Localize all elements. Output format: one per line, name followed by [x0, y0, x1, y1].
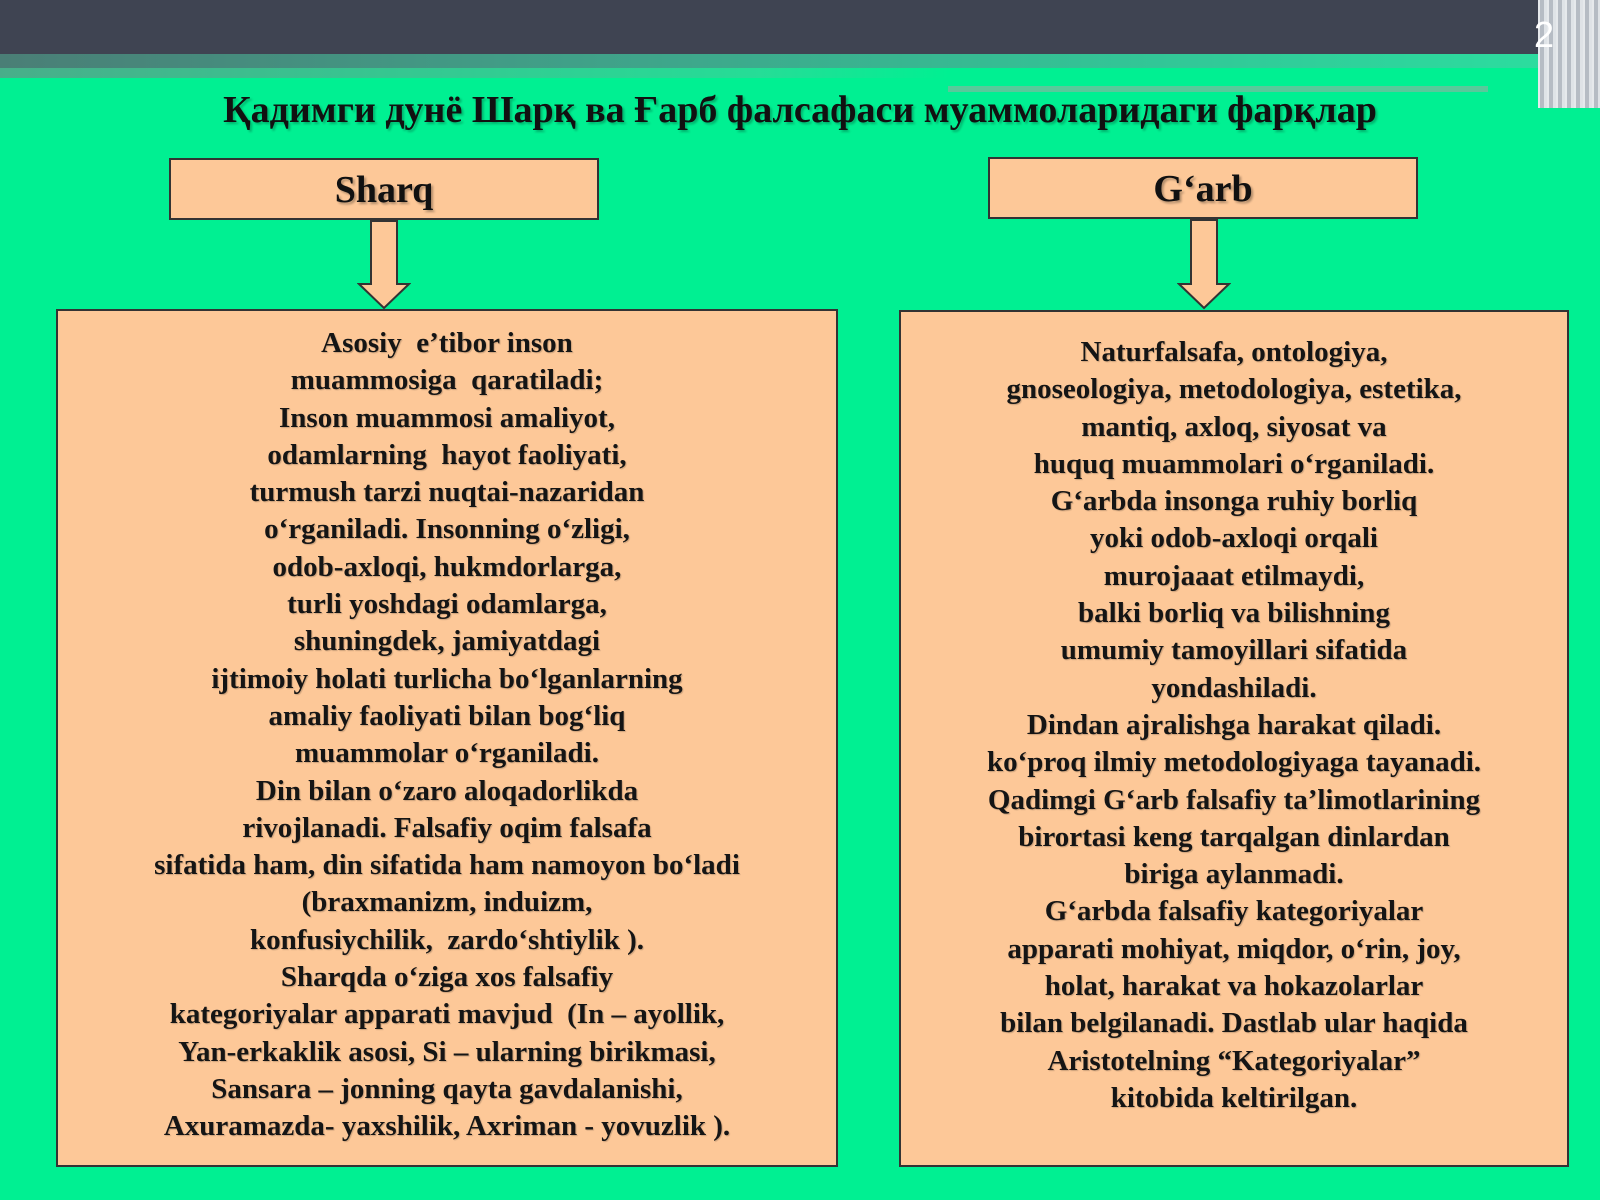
content-line: amaliy faoliyati bilan bog‘liq — [268, 699, 626, 732]
top-bar-accent — [0, 68, 950, 78]
content-line: Qadimgi G‘arb falsafiy ta’limotlarining — [987, 783, 1481, 816]
garb-content-box — [899, 310, 1569, 1167]
content-line: mantiq, axloq, siyosat va — [1081, 410, 1387, 443]
content-line: Inson muammosi amaliyot, — [279, 401, 615, 434]
content-line: muammosiga qaratiladi; — [290, 364, 604, 397]
sharq-down-arrow-icon — [357, 220, 411, 310]
sharq-content-box — [56, 309, 838, 1167]
content-line: yondashiladi. — [1151, 671, 1317, 704]
content-line: Aristotelning “Kategoriyalar” — [1047, 1044, 1421, 1077]
content-line: Sansara – jonning qayta gavdalanishi, — [211, 1072, 683, 1105]
content-line: balki borliq va bilishning — [1078, 597, 1390, 630]
slide-title: Қадимги дунё Шарқ ва Ғарб фалсафаси муаммоларидаги фарқлар — [223, 89, 1377, 131]
content-line: shuningdek, jamiyatdagi — [293, 625, 601, 658]
content-line: apparati mohiyat, miqdor, o‘rin, joy, — [1007, 932, 1461, 965]
content-line: gnoseologiya, metodologiya, estetika, — [1006, 373, 1462, 406]
content-line: ko‘proq ilmiy metodologiyaga tayanadi. — [986, 746, 1482, 779]
content-line: (braxmanizm, induizm, — [301, 886, 593, 919]
content-line: umumiy tamoyillari sifatida — [1060, 634, 1408, 667]
slide-number: 2 — [1533, 14, 1554, 55]
content-line: G‘arbda falsafiy kategoriyalar — [1044, 895, 1424, 928]
content-line: turli yoshdagi odamlarga, — [287, 588, 607, 621]
content-line: kitobida keltirilgan. — [1110, 1081, 1358, 1114]
content-line: odamlarning hayot faoliyati, — [267, 438, 627, 471]
content-line: murojaaat etilmaydi, — [1103, 559, 1365, 592]
content-line: Dindan ajralishga harakat qiladi. — [1026, 708, 1442, 741]
content-line: G‘arbda insonga ruhiy borliq — [1050, 485, 1418, 518]
content-line: konfusiychilik, zardo‘shtiylik ). — [250, 923, 644, 956]
content-line: Yan-erkaklik asosi, Si – ularning birikmasi, — [178, 1035, 716, 1068]
content-line: o‘rganiladi. Insonning o‘zligi, — [264, 513, 630, 546]
content-line: ijtimoiy holati turlicha bo‘lganlarning — [211, 662, 683, 695]
garb-down-arrow-icon — [1177, 219, 1231, 310]
content-line: sifatida ham, din sifatida ham namoyon bo‘ladi — [154, 849, 740, 882]
content-line: Naturfalsafa, ontologiya, — [1080, 336, 1388, 368]
content-line: kategoriyalar apparati mavjud (In – ayollik, — [169, 998, 725, 1031]
content-line: turmush tarzi nuqtai-nazaridan — [249, 476, 645, 509]
content-line: Asosiy e’tibor inson — [321, 327, 573, 359]
content-line: holat, harakat va hokazolarlar — [1044, 970, 1424, 1003]
garb-header: G‘arb — [988, 157, 1418, 219]
content-line: Din bilan o‘zaro aloqadorlikda — [255, 774, 639, 807]
content-line: Axuramazda- yaxshilik, Axriman - yovuzlik ). — [163, 1110, 731, 1143]
top-bar — [0, 0, 1600, 54]
content-line: yoki odob-axloqi orqali — [1090, 522, 1378, 555]
content-line: Sharqda o‘ziga xos falsafiy — [280, 961, 614, 994]
content-line: bilan belgilanadi. Dastlab ular haqida — [1000, 1007, 1468, 1040]
content-line: rivojlanadi. Falsafiy oqim falsafa — [242, 811, 652, 844]
content-line: biriga aylanmadi. — [1124, 858, 1344, 891]
top-bar-stripe — [0, 54, 1600, 68]
content-line: odob-axloqi, hukmdorlarga, — [272, 550, 622, 583]
content-line: muammolar o‘rganiladi. — [295, 737, 599, 770]
content-line: birortasi keng tarqalgan dinlardan — [1018, 820, 1450, 853]
sharq-header: Sharq — [169, 158, 599, 220]
content-line: huquq muammolari o‘rganiladi. — [1033, 447, 1435, 480]
